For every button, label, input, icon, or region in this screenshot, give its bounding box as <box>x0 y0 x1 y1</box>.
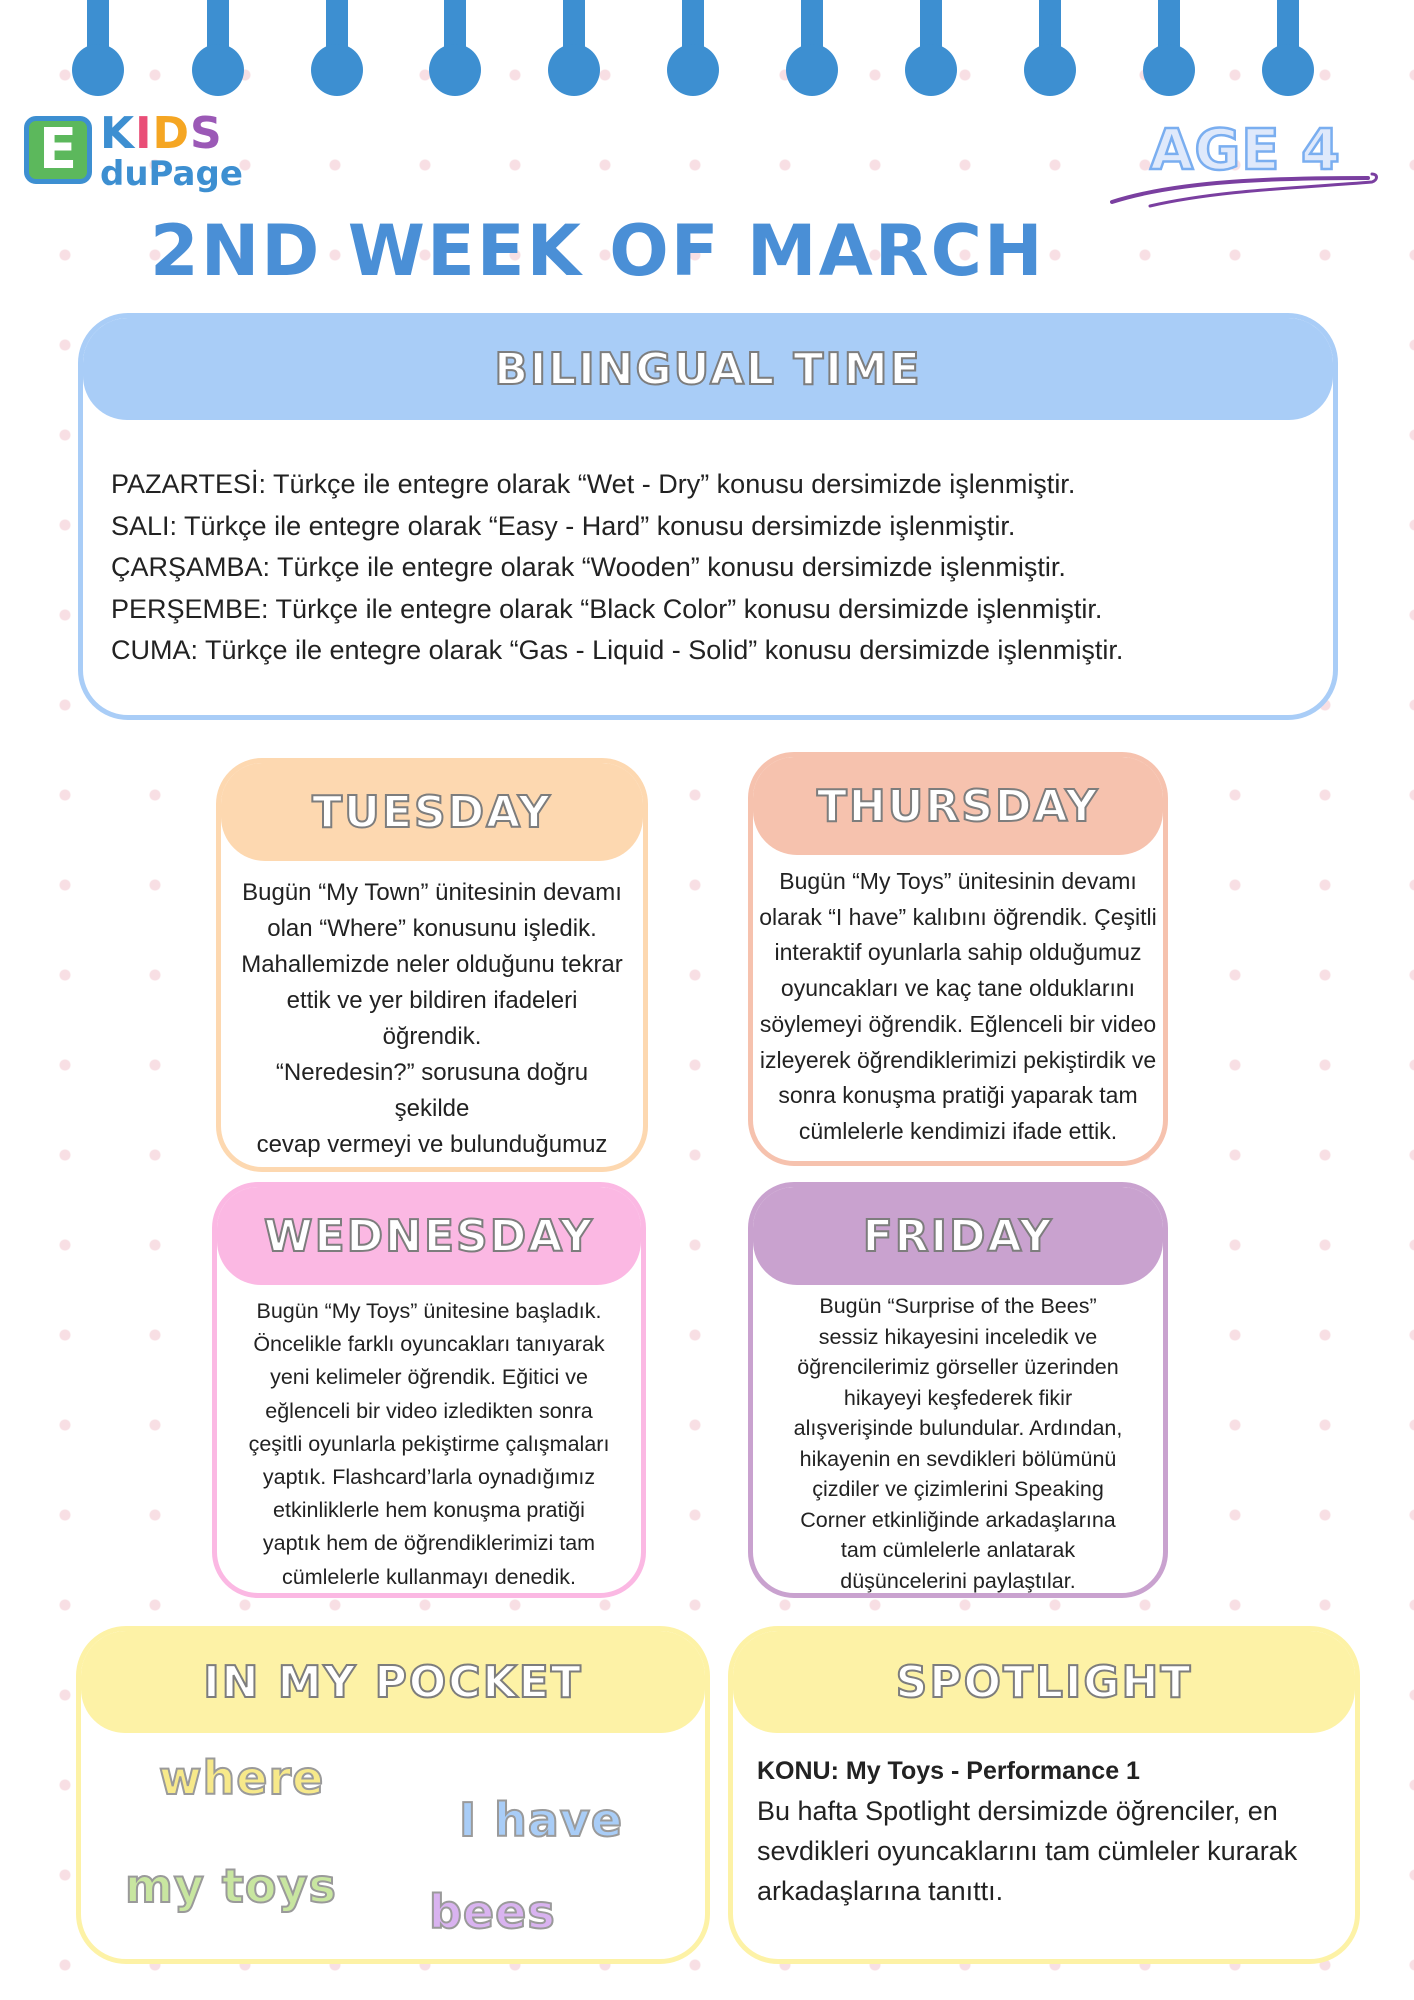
vocab-word-bees: bees <box>429 1885 556 1939</box>
text-line: Bugün “My Town” ünitesinin devamı <box>242 879 622 906</box>
ekids-dupage-logo <box>24 108 243 194</box>
spotlight-header <box>733 1631 1355 1733</box>
text-line: düşüncelerini paylaştılar. <box>840 1568 1076 1593</box>
friday-title: FRIDAY <box>862 1210 1054 1262</box>
text-line: “Neredesin?” sorusuna doğru şekilde <box>275 1059 589 1122</box>
spiral-ring <box>311 0 363 96</box>
friday-card <box>748 1182 1168 1598</box>
text-line: oyuncakları ve kaç tane olduklarını <box>780 975 1136 1002</box>
text-line: arkadaşlarına tanıttı. <box>757 1876 1004 1906</box>
tuesday-text <box>237 875 627 1172</box>
thursday-header <box>753 757 1163 855</box>
text-line: ettik ve yer bildiren ifadeleri öğrendik. <box>286 987 578 1050</box>
text-line: Bugün “My Toys” ünitesinin devamı <box>779 868 1137 894</box>
spotlight-card <box>728 1626 1360 1964</box>
text-line: cümlelerle kullanmayı denedik. <box>282 1564 576 1589</box>
spiral-ring <box>1143 0 1195 96</box>
text-line: sevdikleri oyuncaklarını tam cümleler kurarak <box>757 1836 1298 1866</box>
tuesday-card <box>216 758 648 1172</box>
spiral-ring <box>548 0 600 96</box>
in-my-pocket-card <box>76 1626 710 1964</box>
bilingual-line-thursday: PERŞEMBE: Türkçe ile entegre olarak “Black Color” konusu dersimizde işlenmiştir. <box>111 593 1103 624</box>
wednesday-text <box>233 1295 625 1594</box>
bilingual-line-wednesday: ÇARŞAMBA: Türkçe ile entegre olarak “Wooden” konusu dersimizde işlenmiştir. <box>111 552 1066 582</box>
text-line: olarak “I have” kalıbını öğrendik. Çeşitli <box>759 903 1157 930</box>
spiral-ring <box>72 0 124 96</box>
thursday-text <box>757 864 1159 1150</box>
bilingual-line-monday: PAZARTESİ: Türkçe ile entegre olarak “Wet - Dry” konusu dersimizde işlenmiştir. <box>111 469 1076 499</box>
text-line: sessiz hikayesini inceledik ve <box>818 1324 1098 1349</box>
text-line: Bu hafta Spotlight dersimizde öğrenciler, en <box>757 1796 1278 1826</box>
text-line: sonra konuşma pratiği yaparak tam <box>778 1082 1138 1109</box>
wednesday-header <box>217 1187 641 1285</box>
spiral-ring <box>192 0 244 96</box>
spotlight-text <box>757 1751 1335 1911</box>
text-line: interaktif oyunlarla sahip olduğumuz <box>774 939 1142 966</box>
text-line: Bugün “Surprise of the Bees” <box>819 1294 1097 1318</box>
text-line: etkinliklerle hem konuşma pratiği <box>273 1498 585 1523</box>
thursday-title: THURSDAY <box>816 780 1100 832</box>
logo-e-icon: E <box>24 116 92 184</box>
text-line: Corner etkinliğinde arkadaşlarına <box>800 1507 1116 1532</box>
text-line: hikayenin en sevdikleri bölümünü <box>799 1446 1117 1471</box>
page-title: 2ND WEEK OF MARCH <box>150 210 1045 292</box>
wednesday-card <box>212 1182 646 1598</box>
text-line: söylemeyi öğrendik. Eğlenceli bir video <box>759 1010 1157 1037</box>
thursday-card <box>748 752 1168 1166</box>
text-line: Bugün “My Toys” ünitesine başladık. <box>256 1299 602 1323</box>
wednesday-title: WEDNESDAY <box>264 1210 594 1262</box>
text-line: alışverişinde bulundular. Ardından, <box>793 1416 1123 1440</box>
text-line: çizdiler ve çizimlerini Speaking <box>812 1477 1104 1501</box>
text-line: eğlenceli bir video izledikten sonra <box>265 1398 593 1423</box>
in-my-pocket-title: IN MY POCKET <box>203 1656 583 1708</box>
bilingual-time-text <box>111 464 1123 672</box>
text-line: öğrencilerimiz görseller üzerinden <box>797 1355 1119 1379</box>
friday-text <box>761 1291 1155 1596</box>
text-line: çeşitli oyunlarla pekiştirme çalışmaları <box>248 1431 610 1456</box>
spiral-ring <box>667 0 719 96</box>
friday-header <box>753 1187 1163 1285</box>
swoosh-decoration-icon <box>1110 170 1380 210</box>
spotlight-title: SPOTLIGHT <box>895 1656 1193 1708</box>
text-line: Mahallemizde neler olduğunu tekrar <box>241 951 623 978</box>
bilingual-line-tuesday: SALI: Türkçe ile entegre olarak “Easy - Hard” konusu dersimizde işlenmiştir. <box>111 510 1016 541</box>
spiral-ring <box>786 0 838 96</box>
tuesday-header <box>221 763 643 861</box>
text-line: yeni kelimeler öğrendik. Eğitici ve <box>270 1365 588 1390</box>
age-label: AGE 4 <box>1150 118 1342 183</box>
logo-kids-text: KIDS <box>100 108 223 159</box>
vocab-word-where: where <box>159 1751 325 1805</box>
text-line: cümlelerle kendimizi ifade ettik. <box>798 1117 1118 1144</box>
spotlight-topic: KONU: My Toys - Performance 1 <box>757 1757 1140 1785</box>
spiral-ring <box>429 0 481 96</box>
text-line: hikayeyi keşfederek fikir <box>843 1385 1073 1410</box>
text-line: izleyerek öğrendiklerimizi pekiştirdik ve <box>759 1046 1157 1073</box>
text-line: olan “Where” konusunu işledik. <box>267 915 597 942</box>
bilingual-time-title: BILINGUAL TIME <box>494 343 922 395</box>
text-line: yaptık. Flashcard’larla oynadığımız <box>262 1465 596 1490</box>
text-line: cevap vermeyi ve bulunduğumuz <box>256 1131 608 1158</box>
spiral-ring <box>905 0 957 96</box>
spiral-ring <box>1262 0 1314 96</box>
text-line: Öncelikle farklı oyuncakları tanıyarak <box>253 1332 605 1357</box>
bilingual-time-header <box>83 318 1333 420</box>
text-line: tam cümlelerle anlatarak <box>840 1538 1076 1562</box>
text-line: yaptık hem de öğrendiklerimizi tam <box>262 1531 596 1556</box>
tuesday-title: TUESDAY <box>312 786 552 838</box>
bilingual-time-card <box>78 313 1338 720</box>
bilingual-line-friday: CUMA: Türkçe ile entegre olarak “Gas - Liquid - Solid” konusu dersimizde işlenmiştir. <box>111 635 1124 665</box>
vocab-word-i-have: I have <box>459 1793 624 1847</box>
vocab-word-my-toys: my toys <box>125 1859 337 1913</box>
in-my-pocket-header <box>81 1631 705 1733</box>
logo-dupage-text: duPage <box>100 154 243 194</box>
spiral-ring <box>1024 0 1076 96</box>
